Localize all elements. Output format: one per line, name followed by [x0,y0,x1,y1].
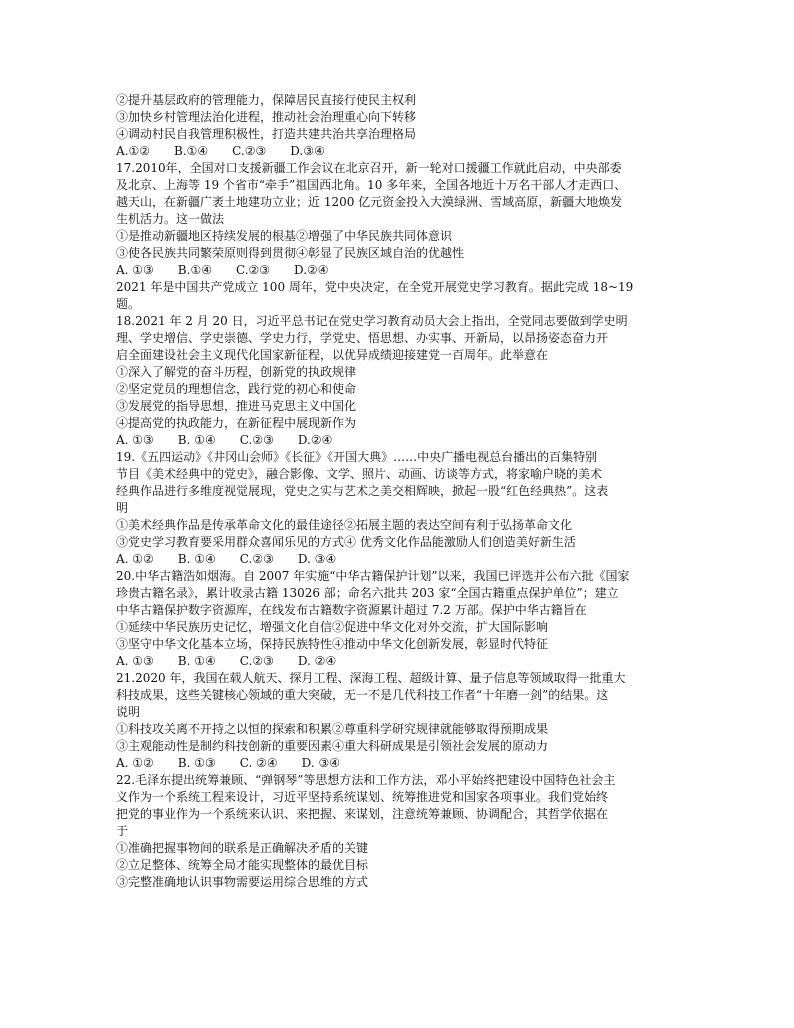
text-line: 越天山，在新疆广袤土地建功立业；近 1200 亿元资金投入大漠绿洲、雪域高原，新疆大地焕发 [116,195,623,209]
text-line: 节目《美术经典中的党史》，融合影像、文学、照片、动画、访谈等方式，将家喻户晓的美术 [116,467,603,481]
text-line: ③加快乡村管理法治化进程，推动社会治理重心向下转移 [116,110,417,124]
text-line: 22.毛泽东提出统筹兼顾、“弹钢琴”等思想方法和工作方法，邓小平始终把建设中国特色社会主 [116,773,616,787]
text-line: 及北京、上海等 19 个省市“牵手”祖国西北角。10 多年来，全国各地近十万名干部人才走西口、 [116,178,627,192]
text-line: A. ①② B. ①③ C. ②④ D. ③④ [116,756,341,770]
text-line: 17.2010年，全国对口支援新疆工作会议在北京召开，新一轮对口援疆工作就此启动，中央部委 [116,161,622,175]
text-line: ①是推动新疆地区持续发展的根基②增强了中华民族共同体意识 [116,229,453,243]
text-line: 义作为一个系统工程来设计，习近平坚持系统谋划、统筹推进党和国家各项事业。我们党始终 [116,790,609,804]
text-line: ①准确把握事物间的联系是正确解决矛盾的关键 [116,841,369,855]
text-line: 经典作品进行多维度视觉展现，党史之实与艺术之美交相辉映，掀起一股“红色经典热”。这表 [116,484,609,498]
text-line: ③主观能动性是制约科技创新的重要因素④重大科研成果是引领社会发展的原动力 [116,739,549,753]
text-line: ①深入了解党的奋斗历程，创新党的执政规律 [116,365,357,379]
text-line: A. ①③ B. ①④ C.②③ D.②④ [116,433,333,447]
text-line: ③完整准确地认识事物需要运用综合思维的方式 [116,875,369,889]
text-line: ①延续中华民族历史记忆，增强文化自信②促进中华文化对外交流，扩大国际影响 [116,620,549,634]
text-line: 20.中华古籍浩如烟海。自 2007 年实施“中华古籍保护计划”以来，我国已评选并公布六批《国家 [116,569,630,583]
text-line: ①美术经典作品是传承革命文化的最佳途径②拓展主题的表达空间有利于弘扬革命文化 [116,518,573,532]
text-line: 启全面建设社会主义现代化国家新征程，以优异成绩迎接建党一百周年。此举意在 [116,348,549,362]
text-line: ④提高党的执政能力，在新征程中展现新作为 [116,416,357,430]
text-line: ③使各民族共同繁荣原则得到贯彻④彰显了民族区域自治的优越性 [116,246,465,260]
text-line: ③发展党的指导思想，推进马克思主义中国化 [116,399,357,413]
text-line: A. ①③ B. ①④ C.②③ D. ②④ [116,654,337,668]
text-line: ④调动村民自我管理积极性，打造共建共治共享治理格局 [116,127,417,141]
text-line: A. ①② B. ①④ C.②③ D. ③④ [116,552,337,566]
text-line: 中华古籍保护数字资源库，在线发布古籍数字资源累计超过 7.2 万部。保护中华古籍旨在 [116,603,587,617]
text-line: ②立足整体、统筹全局才能实现整体的最优目标 [116,858,369,872]
text-line: ③党史学习教育要采用群众喜闻乐见的方式④ 优秀文化作品能激励人们创造美好新生活 [116,535,576,549]
text-line: 19.《五四运动》《井冈山会师》《长征》《开国大典》……中央广播电视总台播出的百集特别 [116,450,598,464]
text-line: 2021 年是中国共产党成立 100 周年，党中央决定，在全党开展党史学习教育。据此完成 18~19 [116,280,634,294]
text-line: 题。 [116,297,141,311]
text-line: 珍贵古籍名录》，累计收录古籍 13026 部；命名六批共 203 家“全国古籍重点保护单位”；建立 [116,586,619,600]
text-line: ③坚守中华文化基本立场，保持民族特性④推动中华文化创新发展，彰显时代特征 [116,637,549,651]
text-line: 把党的事业作为一个系统来认识、来把握、来谋划，注意统筹兼顾、协调配合，其哲学依据在 [116,807,609,821]
text-line: 生机活力。这一做法 [116,212,225,226]
text-line: A.①② B.①④ C.②③ D.③④ [116,144,325,158]
text-line: 18.2021 年 2 月 20 日，习近平总书记在党史学习教育动员大会上指出，全党同志要做到学史明 [116,314,628,328]
text-line: 科技成果，这些关键核心领域的重大突破，无一不是几代科技工作者“十年磨一剑”的结果。这 [116,688,609,702]
text-line: 21.2020 年，我国在载人航天、探月工程、深海工程、超级计算、量子信息等领域取得一批重大 [116,671,626,685]
text-line: 明 [116,501,129,515]
text-line: ②坚定党员的理想信念，践行党的初心和使命 [116,382,357,396]
text-line: 说明 [116,705,141,719]
text-line: 理、学史增信、学史崇德、学史力行，学党史、悟思想、办实事、开新局，以昂扬姿态奋力开 [116,331,609,345]
text-line: 于 [116,824,129,838]
text-line: ①科技攻关离不开持之以恒的探索和积累②尊重科学研究规律就能够取得预期成果 [116,722,549,736]
exam-page [116,92,682,891]
text-line: A. ①③ B.①④ C.②③ D.②④ [116,263,329,277]
text-line: ②提升基层政府的管理能力，保障居民直接行使民主权利 [116,93,417,107]
